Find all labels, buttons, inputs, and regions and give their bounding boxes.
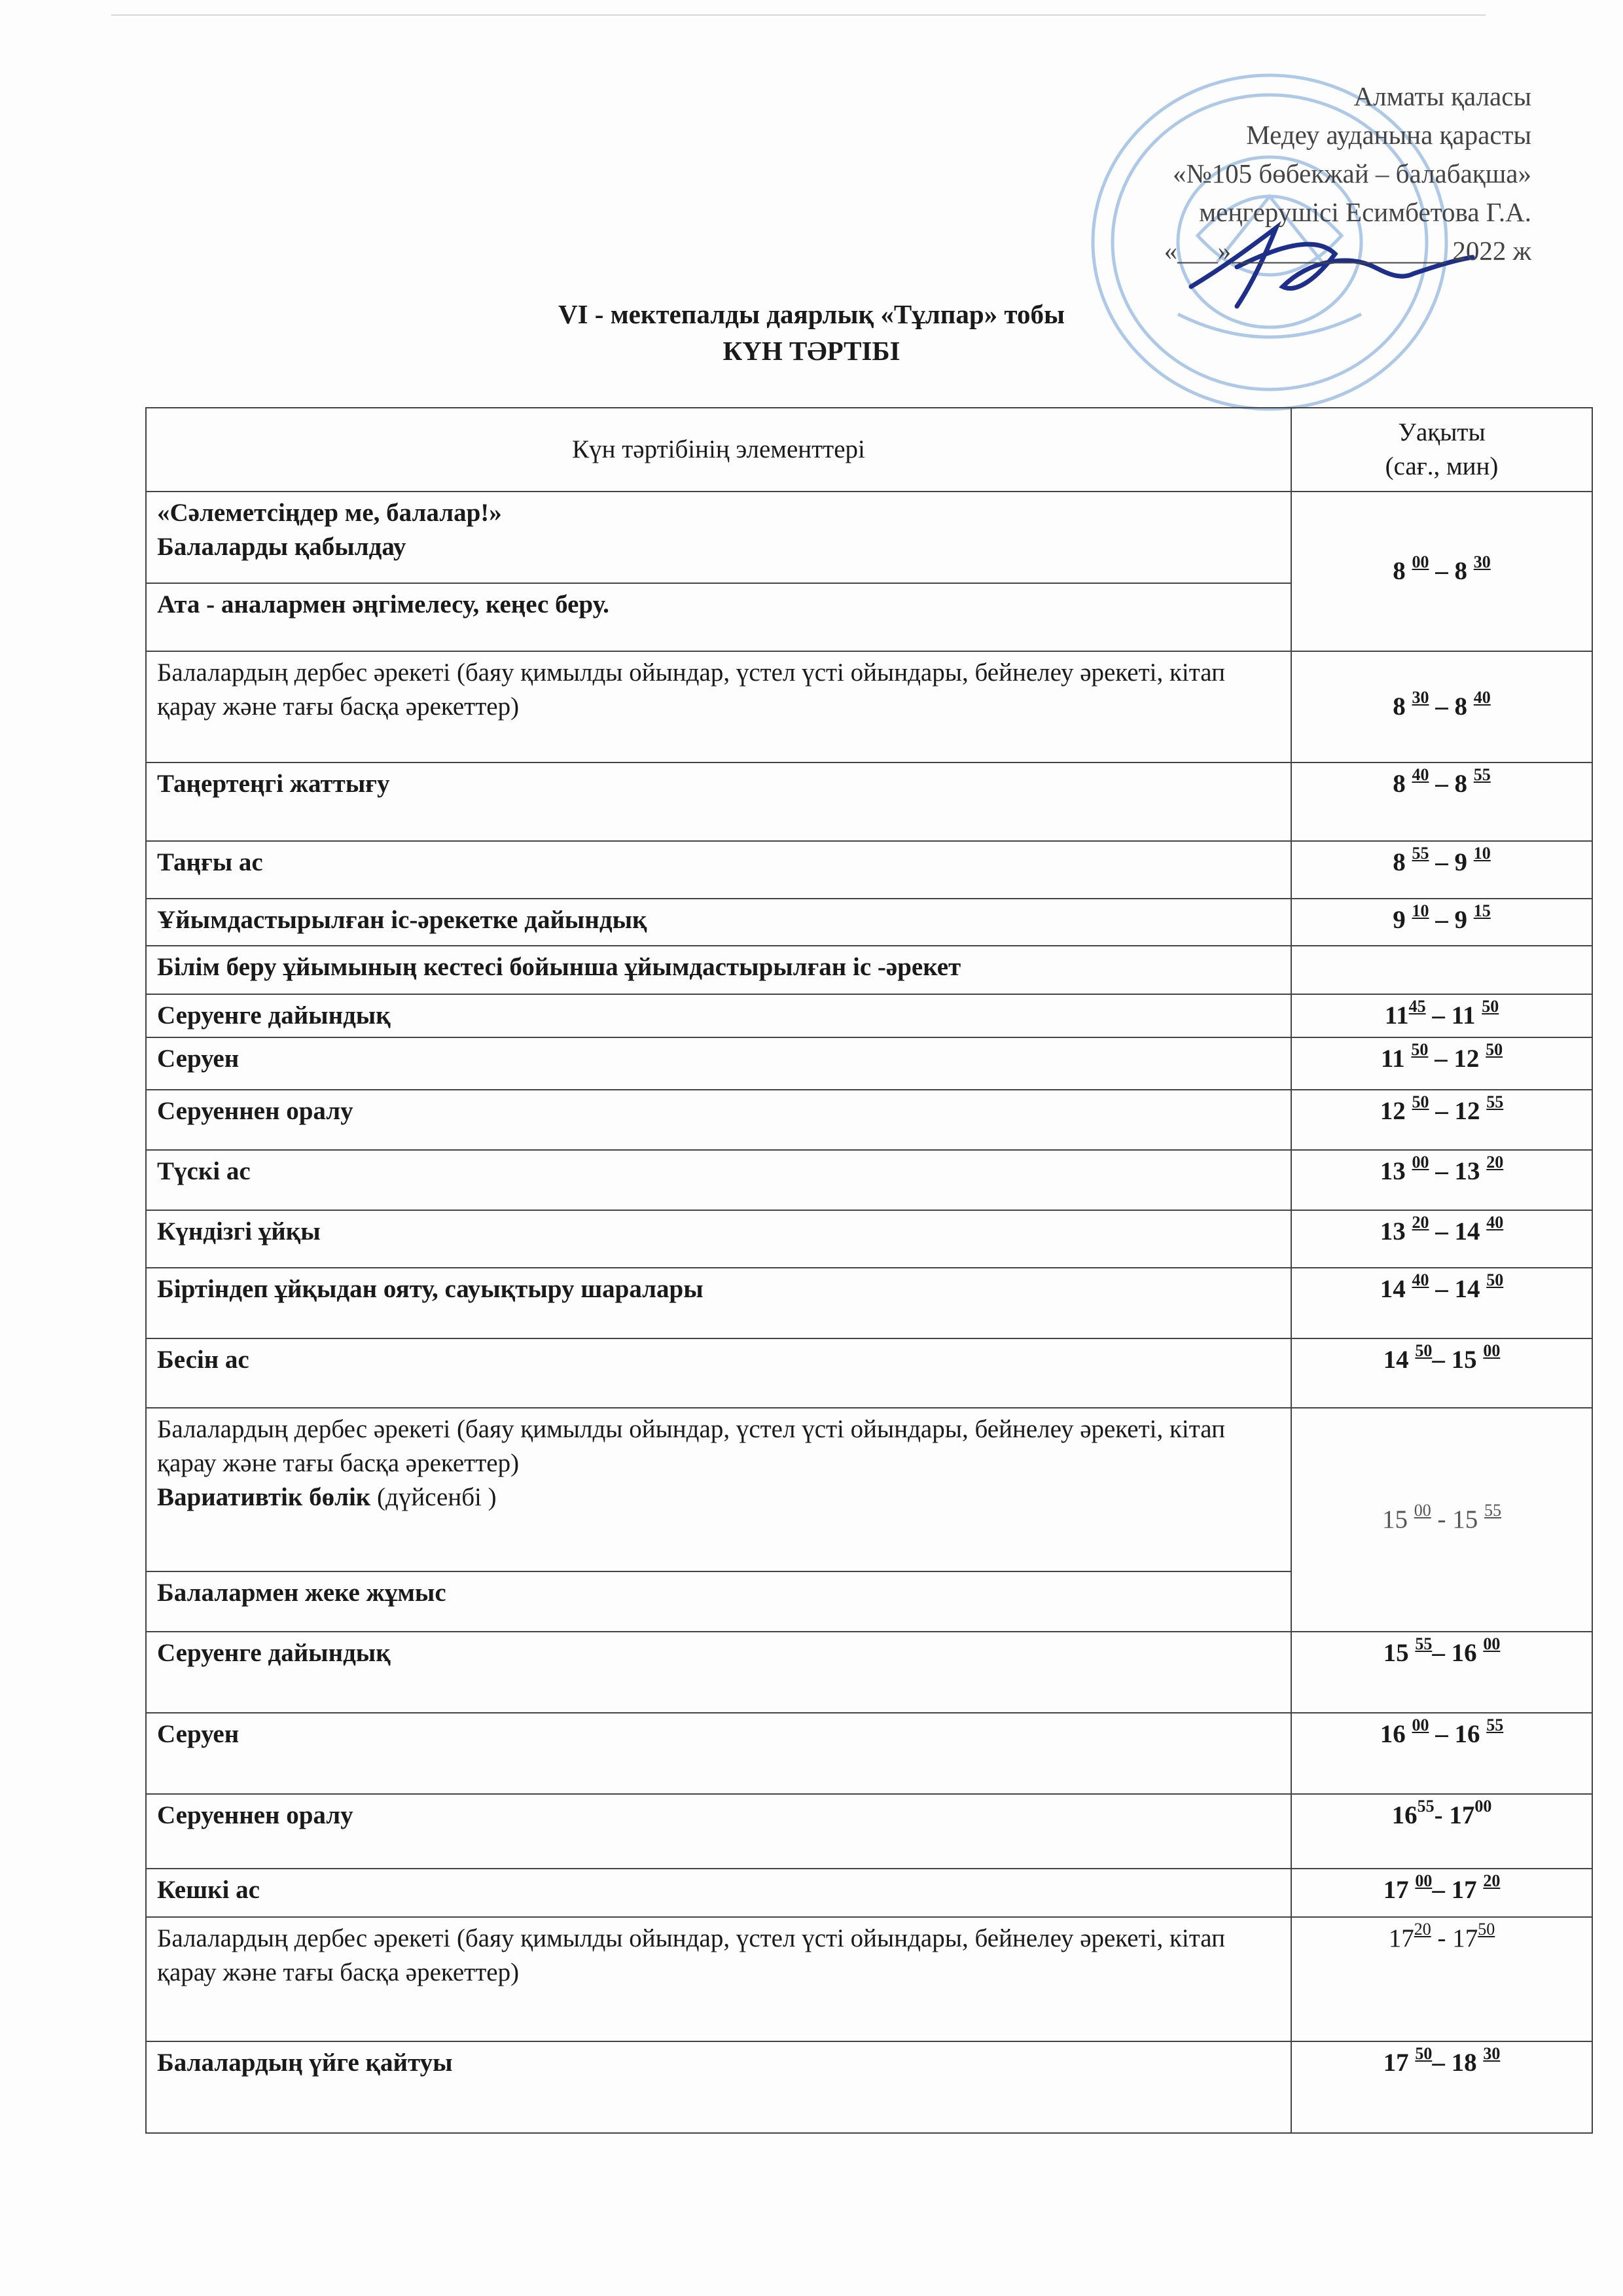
time-sep: –: [1428, 1045, 1454, 1073]
variative-label: Вариативтік бөлік: [157, 1483, 371, 1511]
row-breakfast: Таңғы ас: [146, 841, 1291, 899]
time-end-m: 40: [1473, 688, 1491, 707]
table-row: [146, 1338, 1592, 1408]
time-sep: –: [1429, 1157, 1455, 1185]
time-sep: -: [1431, 1505, 1453, 1534]
time-end-m: 00: [1474, 1797, 1492, 1816]
approval-district: Медеу ауданына қарасты: [1246, 120, 1531, 150]
time-sep: –: [1429, 906, 1455, 934]
table-row: [146, 1632, 1592, 1713]
time-cell: [1291, 1037, 1592, 1090]
time-start-m: 10: [1412, 901, 1429, 920]
time-cell: [1291, 1713, 1592, 1794]
time-end-m: 10: [1473, 844, 1491, 863]
time-start-m: 55: [1415, 1634, 1433, 1653]
time-sep: –: [1429, 1217, 1455, 1246]
time-start-m: 40: [1412, 1270, 1429, 1289]
time-sep: –: [1429, 1097, 1455, 1125]
time-start-m: 00: [1412, 1715, 1429, 1734]
row-activity-preparation: Ұйымдастырылған іс-әрекетке дайындық: [146, 899, 1291, 946]
time-start-m: 55: [1417, 1797, 1435, 1816]
variative-part: [157, 1480, 1280, 1515]
time-start-h: 9: [1393, 906, 1406, 934]
time-cell: [1291, 651, 1592, 762]
time-start-m: 55: [1412, 844, 1429, 863]
time-start-h: 14: [1383, 1346, 1409, 1374]
time-start-h: 13: [1380, 1217, 1406, 1246]
time-end-m: 30: [1473, 552, 1491, 571]
time-cell: [1291, 994, 1592, 1037]
time-cell: [1291, 1338, 1592, 1408]
time-end-h: 15: [1452, 1505, 1478, 1534]
time-cell: [1291, 1917, 1592, 2041]
column-header-time-unit: (сағ., мин): [1385, 452, 1499, 480]
row-walk-preparation-evening: Серуенге дайындық: [146, 1632, 1291, 1713]
time-start-m: 45: [1408, 997, 1426, 1016]
time-end-h: 18: [1451, 2049, 1477, 2077]
time-end-m: 55: [1473, 765, 1491, 784]
approval-head: меңгерушісі Есимбетова Г.А.: [1199, 197, 1531, 227]
time-end-h: 14: [1454, 1217, 1480, 1246]
time-end-m: 50: [1486, 1040, 1503, 1059]
time-cell: [1291, 1268, 1592, 1338]
scan-edge-line: [111, 14, 1486, 16]
time-end-h: 16: [1451, 1639, 1477, 1667]
time-sep: –: [1432, 1346, 1452, 1374]
time-end-m: 55: [1484, 1501, 1501, 1520]
time-start-h: 17: [1383, 1876, 1409, 1904]
time-sep: –: [1429, 1275, 1455, 1303]
row-return-from-walk-evening: Серуеннен оралу: [146, 1794, 1291, 1869]
time-end-h: 15: [1451, 1346, 1477, 1374]
time-start-m: 50: [1412, 1092, 1429, 1111]
table-row: [146, 1713, 1592, 1794]
time-end-m: 00: [1483, 1634, 1501, 1653]
time-end-m: 40: [1486, 1213, 1504, 1232]
table-row: [146, 1869, 1592, 1917]
variative-day: (дүйсенбі ): [370, 1483, 497, 1511]
row-return-from-walk: Серуеннен оралу: [146, 1090, 1291, 1150]
approval-institution: «№105 бөбекжай – балабақша»: [1173, 158, 1531, 188]
time-start-m: 00: [1412, 1153, 1429, 1172]
daily-schedule-table: [145, 407, 1593, 2134]
time-end-m: 50: [1482, 997, 1499, 1016]
time-cell: [1291, 1408, 1592, 1632]
table-row: [146, 1090, 1592, 1150]
row-independent-activity-afternoon: [146, 1408, 1291, 1571]
time-start-m: 00: [1415, 1871, 1433, 1890]
row-dinner: Кешкі ас: [146, 1869, 1291, 1917]
time-start-m: 40: [1412, 765, 1429, 784]
time-start-h: 12: [1380, 1097, 1406, 1125]
table-row: [146, 946, 1592, 994]
time-start-h: 17: [1383, 2049, 1409, 2077]
time-sep: –: [1429, 848, 1455, 876]
time-end-m: 00: [1483, 1341, 1501, 1360]
table-row: [146, 1268, 1592, 1338]
title-block: [0, 296, 1623, 369]
time-end-m: 50: [1486, 1270, 1504, 1289]
row-morning-exercise: Таңертеңгі жаттығу: [146, 762, 1291, 841]
table-row: [146, 1917, 1592, 2041]
document-title: КҮН ТӘРТІБІ: [722, 336, 901, 366]
table-row: [146, 841, 1592, 899]
time-end-h: 11: [1451, 1001, 1476, 1030]
time-start-h: 8: [1393, 692, 1406, 721]
time-start-h: 8: [1393, 770, 1406, 798]
time-start-h: 15: [1383, 1639, 1409, 1667]
row-afternoon-snack: Бесін ас: [146, 1338, 1291, 1408]
approval-block: [942, 77, 1531, 270]
row-walk-evening: Серуен: [146, 1713, 1291, 1794]
time-start-h: 15: [1382, 1505, 1408, 1534]
greeting-text: «Сәлеметсіңдер ме, балалар!»: [157, 499, 502, 527]
row-walk: Серуен: [146, 1037, 1291, 1090]
group-title: VI - мектепалды даярлық «Тұлпар» тобы: [558, 299, 1065, 329]
time-cell: [1291, 841, 1592, 899]
time-start-h: 8: [1393, 848, 1406, 876]
time-start-h: 14: [1380, 1275, 1406, 1303]
time-sep: –: [1432, 2049, 1452, 2077]
time-start-m: 50: [1411, 1040, 1429, 1059]
table-row: [146, 762, 1592, 841]
time-end-h: 17: [1449, 1801, 1475, 1829]
row-walk-preparation: Серуенге дайындық: [146, 994, 1291, 1037]
time-end-m: 55: [1486, 1715, 1504, 1734]
time-cell: [1291, 1210, 1592, 1268]
independent-activity-text: Балалардың дербес әрекеті (баяу қимылды ойындар, үстел үсті ойындары, бейнелеу әрекеті, кітап қарау және тағы басқа әрекеттер): [157, 1415, 1225, 1477]
time-end-h: 8: [1454, 692, 1467, 721]
table-row: [146, 899, 1592, 946]
time-cell: [1291, 762, 1592, 841]
time-end-m: 30: [1483, 2044, 1501, 2063]
time-end-h: 17: [1451, 1876, 1477, 1904]
time-start-h: 11: [1384, 1001, 1409, 1030]
table-row: [146, 1150, 1592, 1210]
column-header-elements: Күн тәртібінің элементтері: [146, 408, 1291, 492]
row-organized-activity: Білім беру ұйымының кестесі бойынша ұйымдастырылған іс -әрекет: [146, 946, 1291, 994]
time-sep: –: [1432, 1639, 1452, 1667]
row-wake-up: Біртіндеп ұйқыдан ояту, сауықтыру шаралары: [146, 1268, 1291, 1338]
time-start-h: 11: [1380, 1045, 1405, 1073]
time-cell: [1291, 492, 1592, 651]
time-end-h: 16: [1454, 1720, 1480, 1748]
time-cell: [1291, 2041, 1592, 2133]
column-header-time: [1291, 408, 1592, 492]
time-start-m: 20: [1412, 1213, 1429, 1232]
row-going-home: Балалардың үйге қайтуы: [146, 2041, 1291, 2133]
time-sep: –: [1429, 692, 1455, 721]
time-start-m: 50: [1415, 1341, 1433, 1360]
row-reception: [146, 492, 1291, 583]
table-row: [146, 2041, 1592, 2133]
time-end-h: 12: [1454, 1045, 1480, 1073]
time-start-m: 50: [1415, 2044, 1433, 2063]
time-sep: –: [1429, 557, 1455, 585]
approval-city: Алматы қаласы: [1353, 81, 1531, 111]
time-end-h: 9: [1454, 848, 1467, 876]
row-independent-activity-evening: Балалардың дербес әрекеті (баяу қимылды ойындар, үстел үсті ойындары, бейнелеу әрекеті, кітап қарау және тағы басқа әрекеттер): [146, 1917, 1291, 2041]
table-row: [146, 1037, 1592, 1090]
time-cell: [1291, 1794, 1592, 1869]
table-row: [146, 1794, 1592, 1869]
time-cell: [1291, 1150, 1592, 1210]
time-start-m: 20: [1414, 1920, 1431, 1939]
row-independent-activity: Балалардың дербес әрекеті (баяу қимылды ойындар, үстел үсті ойындары, бейнелеу әрекеті, кітап қарау және тағы басқа әрекеттер): [146, 651, 1291, 762]
time-start-m: 00: [1412, 552, 1429, 571]
row-nap: Күндізгі ұйқы: [146, 1210, 1291, 1268]
time-cell: [1291, 899, 1592, 946]
approval-date: «___»________________ 2022 ж: [1164, 236, 1531, 266]
time-start-h: 8: [1393, 557, 1406, 585]
reception-text: Балаларды қабылдау: [157, 533, 406, 561]
time-sep: -: [1431, 1924, 1453, 1952]
time-start-m: 00: [1414, 1501, 1431, 1520]
time-end-h: 8: [1454, 557, 1467, 585]
row-lunch: Түскі ас: [146, 1150, 1291, 1210]
time-start-h: 13: [1380, 1157, 1406, 1185]
time-end-h: 12: [1454, 1097, 1480, 1125]
column-header-time-label: Уақыты: [1398, 418, 1486, 446]
row-parents-talk: Ата - аналармен әңгімелесу, кеңес беру.: [146, 583, 1291, 651]
time-sep: -: [1434, 1801, 1450, 1829]
table-row: [146, 1408, 1592, 1571]
time-start-h: 16: [1380, 1720, 1406, 1748]
time-end-h: 14: [1454, 1275, 1480, 1303]
time-end-m: 15: [1473, 901, 1491, 920]
time-end-m: 20: [1483, 1871, 1501, 1890]
row-individual-work: Балалармен жеке жұмыс: [146, 1571, 1291, 1632]
time-cell: [1291, 1632, 1592, 1713]
time-cell: [1291, 1869, 1592, 1917]
time-start-h: 16: [1391, 1801, 1418, 1829]
time-start-h: 17: [1388, 1924, 1414, 1952]
time-start-m: 30: [1412, 688, 1429, 707]
time-end-m: 55: [1486, 1092, 1504, 1111]
table-row: [146, 994, 1592, 1037]
time-end-m: 20: [1486, 1153, 1504, 1172]
time-sep: –: [1425, 1001, 1452, 1030]
time-end-h: 8: [1454, 770, 1467, 798]
time-end-h: 17: [1452, 1924, 1478, 1952]
time-end-h: 9: [1454, 906, 1467, 934]
time-sep: –: [1432, 1876, 1452, 1904]
time-end-m: 50: [1478, 1920, 1495, 1939]
time-sep: –: [1429, 770, 1455, 798]
table-header-row: [146, 408, 1592, 492]
time-end-h: 13: [1454, 1157, 1480, 1185]
table-row: [146, 492, 1592, 583]
table-row: [146, 651, 1592, 762]
time-cell-empty: [1291, 946, 1592, 994]
time-sep: –: [1429, 1720, 1455, 1748]
table-row: [146, 1210, 1592, 1268]
time-cell: [1291, 1090, 1592, 1150]
